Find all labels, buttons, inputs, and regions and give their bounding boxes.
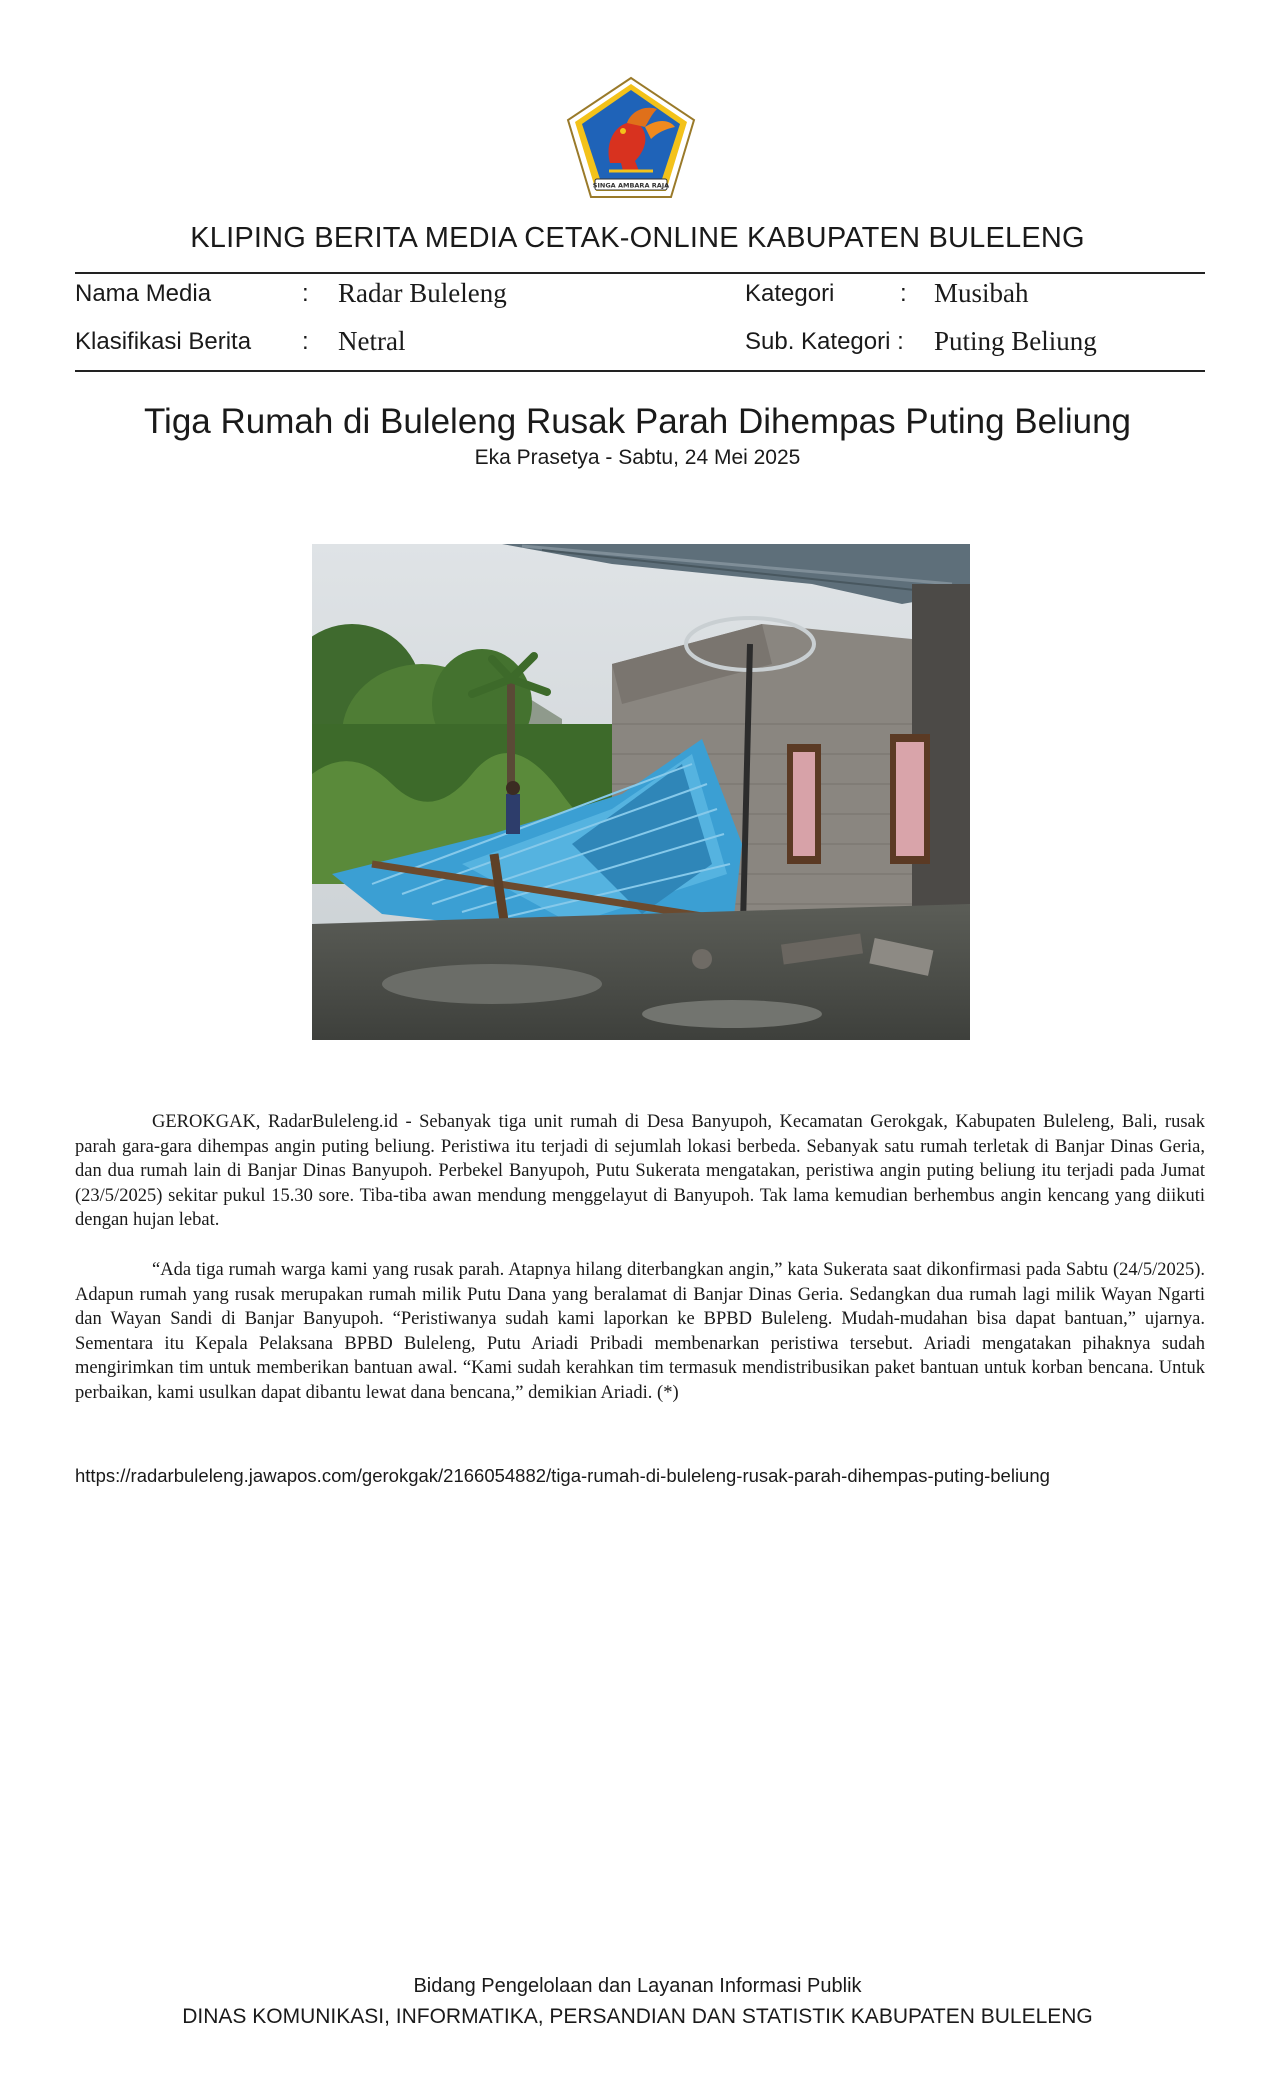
footer-agency: DINAS KOMUNIKASI, INFORMATIKA, PERSANDIAN DAN STATISTIK KABUPATEN BULELENG [182,2005,1093,2028]
source-url-link[interactable]: https://radarbuleleng.jawapos.com/gerokgak/2166054882/tiga-rumah-di-buleleng-rusak-parah-dihempas-puting-beliung [75,1465,1050,1486]
header-divider-top [75,272,1205,274]
media-label: Nama Media [75,280,212,307]
klasifikasi-label: Klasifikasi Berita [75,328,252,355]
article-paragraph: “Ada tiga rumah warga kami yang rusak parah. Atapnya hilang diterbangkan angin,” kata Sukerata saat dikonfirmasi pada Sabtu (24/5/2025). Adapun rumah yang rusak merupakan rumah milik Putu Dana yang beralamat di Banjar Dinas Geria. Sedangkan dua rumah lagi milik Wayan Ngarti dan Wayan Sandi di Banjar Banyupoh. “Peristiwanya sudah kami laporkan ke BPBD Buleleng. Mudah-mudahan bisa dapat bantuan,” ujarnya. Sementara itu Kepala Pelaksana BPBD Buleleng, Putu Ariadi Pribadi membenarkan peristiwa tersebut. Ariadi mengatakan pihaknya sudah mengirimkan tim untuk memberikan bantuan awal. “Kami sudah kerahkan tim termasuk mendistribusikan paket bantuan untuk korban bencana. Untuk perbaikan, kami usulkan dapat dibantu lewat dana bencana,” demikian Ariadi. (*) [75,1259,1205,1403]
article-byline: Eka Prasetya - Sabtu, 24 Mei 2025 [474,446,801,469]
footer-department: Bidang Pengelolaan dan Layanan Informasi Publik [413,1975,862,1997]
article-title: Tiga Rumah di Buleleng Rusak Parah Dihempas Puting Beliung [143,402,1132,441]
header-divider-bottom [75,370,1205,372]
kabupaten-buleleng-logo [565,75,697,200]
media-value: Radar Buleleng [338,278,507,308]
subkategori-value: Puting Beliung [934,326,1097,356]
klasifikasi-separator: : [302,328,309,355]
article-paragraph: GEROKGAK, RadarBuleleng.id - Sebanyak tiga unit rumah di Desa Banyupoh, Kecamatan Gerokgak, Kabupaten Buleleng, Bali, rusak parah gara-gara dihempas angin puting beliung. Peristiwa itu terjadi di sejumlah lokasi berbeda. Sebanyak satu rumah terletak di Banjar Dinas Geria, dan dua rumah lain di Banjar Dinas Banyupoh. Perbekel Banyupoh, Putu Sukerata mengatakan, peristiwa angin puting beliung itu terjadi pada Jumat (23/5/2025) sekitar pukul 15.30 sore. Tiba-tiba awan mendung menggelayut di Banyupoh. Tak lama kemudian berhembus angin kencang yang diikuti dengan hujan lebat. [75,1112,1205,1231]
kategori-separator: : [900,280,907,307]
kategori-value: Musibah [934,278,1029,308]
article-photo [312,544,970,1040]
article-body [75,1110,1205,1431]
kategori-label: Kategori [745,280,835,307]
clipping-header-title: KLIPING BERITA MEDIA CETAK-ONLINE KABUPATEN BULELENG [190,222,1085,254]
media-separator: : [302,280,309,307]
klasifikasi-value: Netral [338,326,406,356]
subkategori-label: Sub. Kategori : [745,328,904,355]
logo-ribbon-text: SINGA AMBARA RAJA [592,181,670,190]
